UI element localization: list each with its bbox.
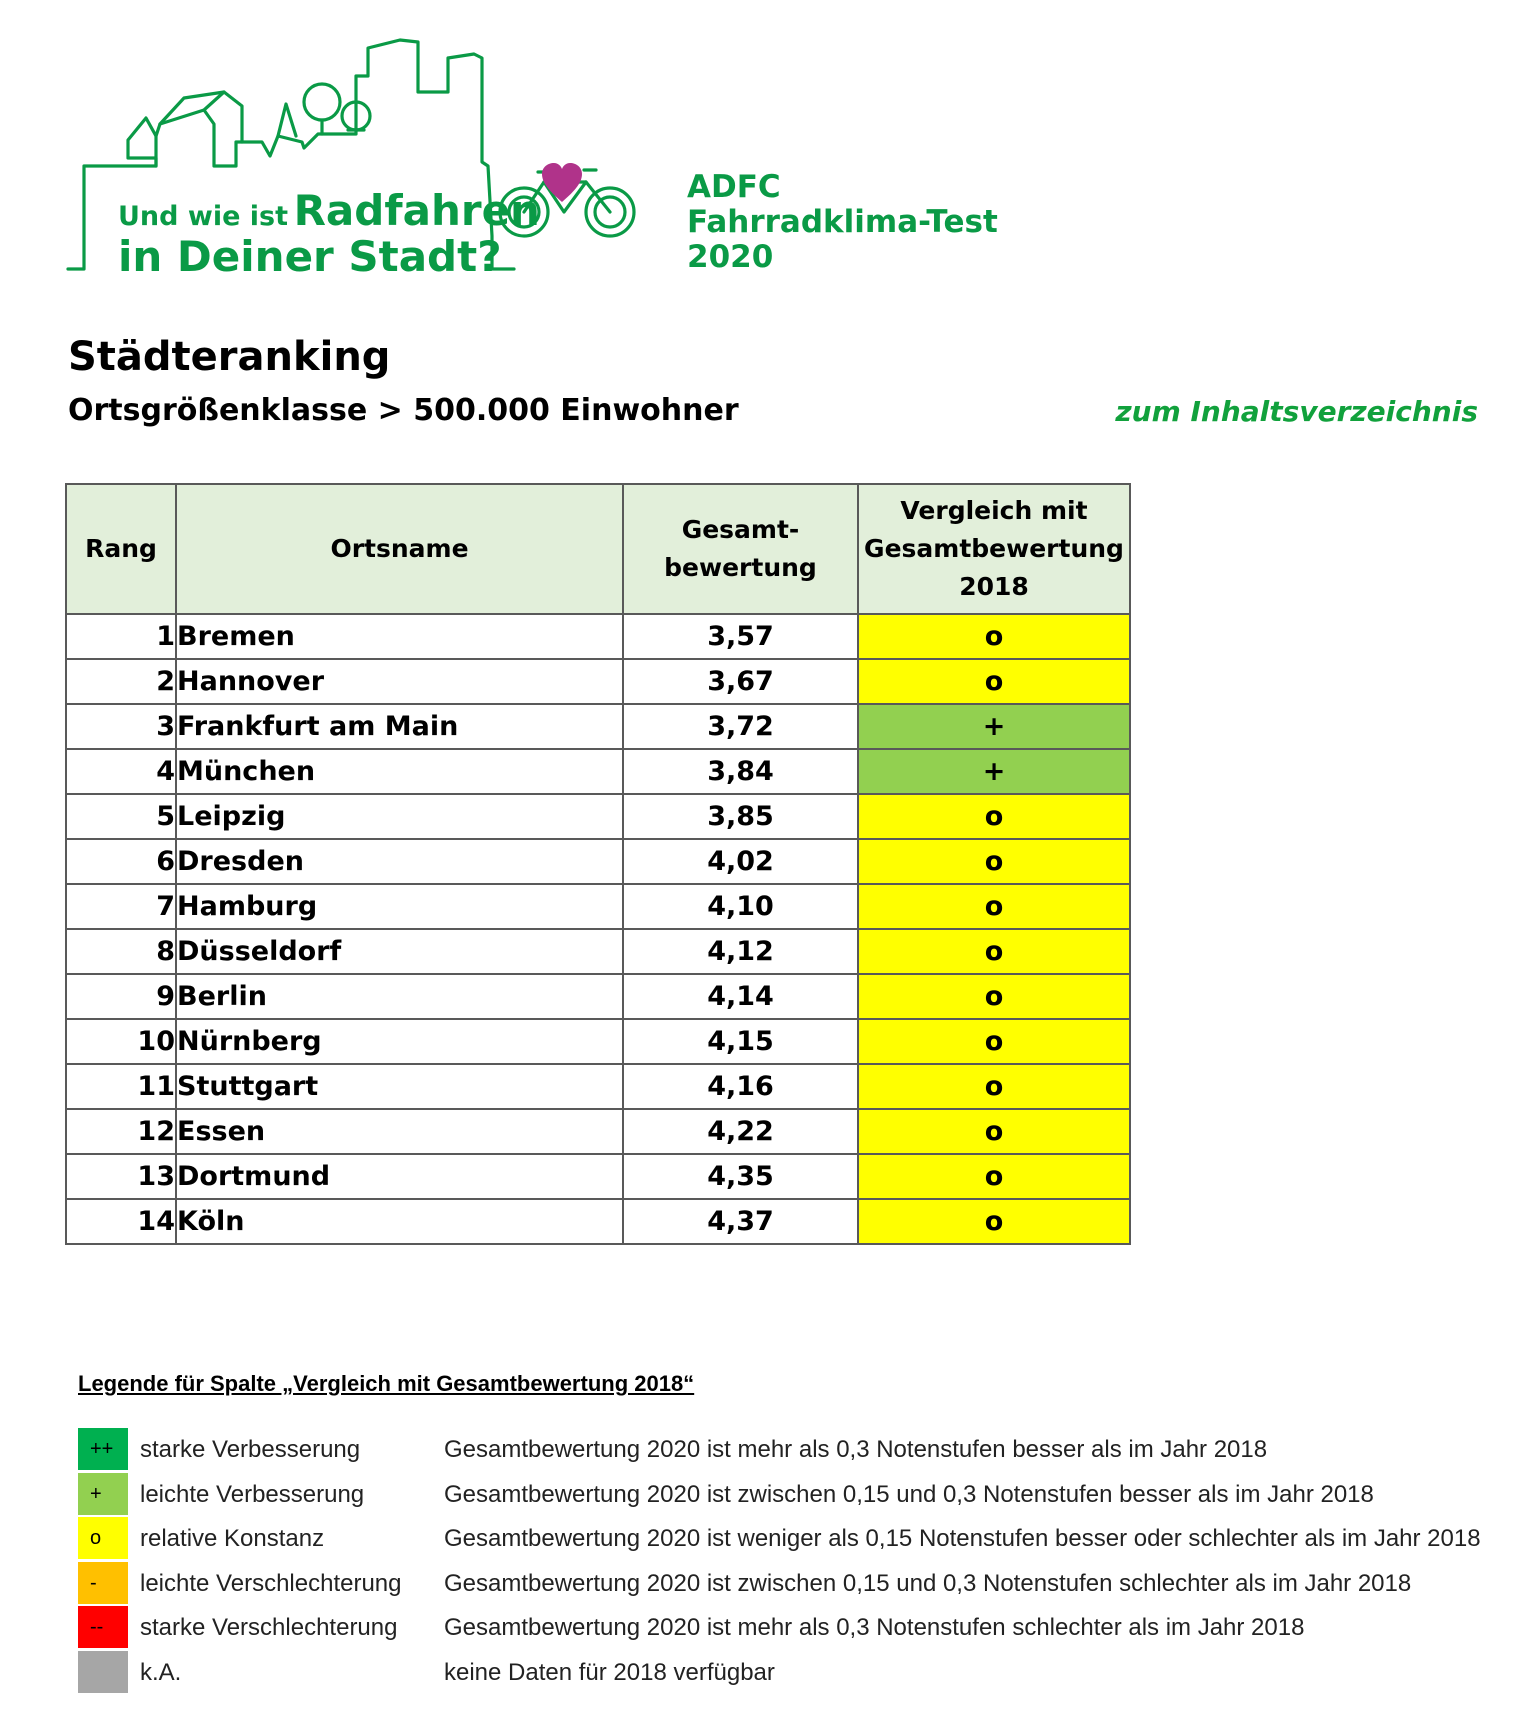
ranking-table <box>65 483 1131 1245</box>
table-row <box>66 614 1130 659</box>
header-rank: Rang <box>66 484 176 614</box>
comparison-cell: o <box>858 1154 1130 1199</box>
name-cell: Köln <box>176 1199 623 1244</box>
table-row <box>66 794 1130 839</box>
score-cell: 4,15 <box>623 1019 858 1064</box>
table-header-row <box>66 484 1130 614</box>
header-comparison-line2: Gesamtbewertung <box>864 534 1124 563</box>
name-cell: Dortmund <box>176 1154 623 1199</box>
rank-cell: 9 <box>66 974 176 1019</box>
legend-label: starke Verbesserung <box>140 1436 361 1463</box>
header-score-line1: Gesamt- <box>681 515 800 544</box>
score-cell: 4,12 <box>623 929 858 974</box>
toc-link[interactable]: zum Inhaltsverzeichnis <box>1115 395 1478 428</box>
legend-label: k.A. <box>140 1658 182 1686</box>
legend-label: starke Verschlechterung <box>140 1614 398 1641</box>
table-row <box>66 1064 1130 1109</box>
score-cell: 3,67 <box>623 659 858 704</box>
header-comparison-line1: Vergleich mit <box>900 496 1088 525</box>
legend-swatch: -- <box>78 1606 128 1648</box>
legend-title: Legende für Spalte „Vergleich mit Gesamtbewertung 2018“ <box>78 1371 695 1396</box>
score-cell: 4,37 <box>623 1199 858 1244</box>
header-name: Ortsname <box>176 484 623 614</box>
logo-slogan-line1 <box>118 186 540 235</box>
comparison-cell: o <box>858 659 1130 704</box>
table-row <box>66 1019 1130 1064</box>
score-cell: 3,72 <box>623 704 858 749</box>
table-body <box>66 614 1130 1244</box>
name-cell: Frankfurt am Main <box>176 704 623 749</box>
comparison-cell: o <box>858 794 1130 839</box>
comparison-cell: o <box>858 1064 1130 1109</box>
logo-brand <box>687 170 998 275</box>
name-cell: Hamburg <box>176 884 623 929</box>
legend-description: Gesamtbewertung 2020 ist zwischen 0,15 und 0,3 Notenstufen besser als im Jahr 2018 <box>444 1480 1374 1508</box>
comparison-cell: o <box>858 1199 1130 1244</box>
table-row <box>66 659 1130 704</box>
score-cell: 3,85 <box>623 794 858 839</box>
legend-label: relative Konstanz <box>140 1525 325 1552</box>
page-subtitle: Ortsgrößenklasse > 500.000 Einwohner <box>68 393 739 428</box>
header-score-line2: bewertung <box>664 553 817 582</box>
rank-cell: 13 <box>66 1154 176 1199</box>
table-row <box>66 839 1130 884</box>
table-row <box>66 749 1130 794</box>
brand-adfc: ADFC <box>687 169 781 205</box>
legend-description: Gesamtbewertung 2020 ist mehr als 0,3 Notenstufen besser als im Jahr 2018 <box>444 1436 1268 1463</box>
comparison-cell: + <box>858 749 1130 794</box>
comparison-cell: o <box>858 884 1130 929</box>
header-score <box>623 484 858 614</box>
name-cell: Bremen <box>176 614 623 659</box>
rank-cell: 6 <box>66 839 176 884</box>
legend-swatch: + <box>78 1473 128 1515</box>
rank-cell: 10 <box>66 1019 176 1064</box>
comparison-cell: o <box>858 614 1130 659</box>
table-row <box>66 974 1130 1019</box>
page-title: Städteranking <box>68 334 391 380</box>
score-cell: 3,57 <box>623 614 858 659</box>
rank-cell: 4 <box>66 749 176 794</box>
rank-cell: 7 <box>66 884 176 929</box>
comparison-cell: + <box>858 704 1130 749</box>
comparison-cell: o <box>858 839 1130 884</box>
table-row <box>66 929 1130 974</box>
name-cell: Leipzig <box>176 794 623 839</box>
header-comparison-line3: 2018 <box>959 572 1029 601</box>
score-cell: 4,35 <box>623 1154 858 1199</box>
name-cell: Essen <box>176 1109 623 1154</box>
name-cell: Düsseldorf <box>176 929 623 974</box>
rank-cell: 12 <box>66 1109 176 1154</box>
logo-slogan-big: Radfahren <box>293 186 540 235</box>
header-comparison <box>858 484 1130 614</box>
rank-cell: 14 <box>66 1199 176 1244</box>
table-row <box>66 1199 1130 1244</box>
name-cell: Berlin <box>176 974 623 1019</box>
comparison-cell: o <box>858 1019 1130 1064</box>
table-row <box>66 884 1130 929</box>
score-cell: 4,02 <box>623 839 858 884</box>
brand-name: Fahrradklima-Test <box>687 204 998 240</box>
rank-cell: 11 <box>66 1064 176 1109</box>
rank-cell: 3 <box>66 704 176 749</box>
legend-label: leichte Verbesserung <box>140 1480 365 1508</box>
rank-cell: 1 <box>66 614 176 659</box>
legend-description: keine Daten für 2018 verfügbar <box>444 1658 775 1686</box>
rank-cell: 2 <box>66 659 176 704</box>
score-cell: 4,22 <box>623 1109 858 1154</box>
score-cell: 3,84 <box>623 749 858 794</box>
name-cell: Nürnberg <box>176 1019 623 1064</box>
legend-description: Gesamtbewertung 2020 ist zwischen 0,15 und 0,3 Notenstufen schlechter als im Jahr 2018 <box>444 1569 1412 1597</box>
score-cell: 4,10 <box>623 884 858 929</box>
logo-slogan-line2: in Deiner Stadt? <box>118 232 502 281</box>
name-cell: Hannover <box>176 659 623 704</box>
logo-slogan-small: Und wie ist <box>118 201 289 232</box>
table-row <box>66 1109 1130 1154</box>
table-row <box>66 704 1130 749</box>
score-cell: 4,14 <box>623 974 858 1019</box>
comparison-cell: o <box>858 929 1130 974</box>
legend-swatch: ++ <box>78 1428 128 1470</box>
rank-cell: 5 <box>66 794 176 839</box>
legend-swatch: - <box>78 1562 128 1604</box>
comparison-cell: o <box>858 974 1130 1019</box>
adfc-logo <box>64 36 998 286</box>
score-cell: 4,16 <box>623 1064 858 1109</box>
legend-label: leichte Verschlechterung <box>140 1569 402 1597</box>
legend-description: Gesamtbewertung 2020 ist weniger als 0,15 Notenstufen besser oder schlechter als im Jahr 2018 <box>444 1525 1481 1552</box>
brand-year: 2020 <box>687 239 774 275</box>
legend-description: Gesamtbewertung 2020 ist mehr als 0,3 Notenstufen schlechter als im Jahr 2018 <box>444 1614 1305 1641</box>
legend-swatch <box>78 1651 128 1693</box>
table-row <box>66 1154 1130 1199</box>
name-cell: Stuttgart <box>176 1064 623 1109</box>
name-cell: München <box>176 749 623 794</box>
comparison-cell: o <box>858 1109 1130 1154</box>
legend-swatch: o <box>78 1517 128 1559</box>
name-cell: Dresden <box>176 839 623 884</box>
rank-cell: 8 <box>66 929 176 974</box>
